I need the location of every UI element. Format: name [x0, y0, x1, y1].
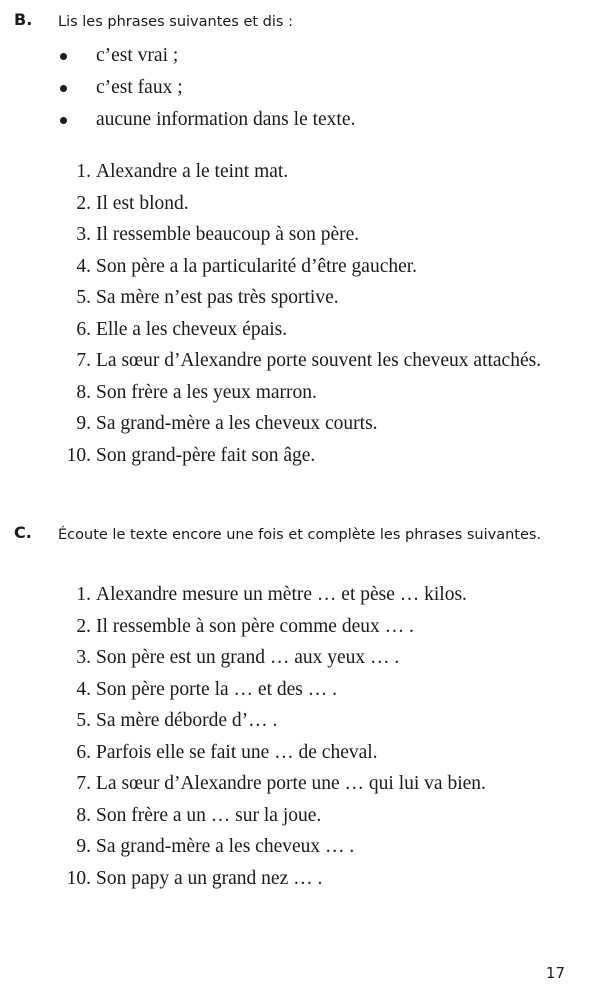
list-item: 3. Il ressemble beaucoup à son père.	[76, 224, 360, 245]
list-item: 1. Alexandre a le teint mat.	[76, 161, 289, 182]
section-b-statements	[0, 156, 611, 471]
answer-option: c’est faux ;	[0, 72, 611, 104]
list-item: 9. Sa grand-mère a les cheveux … .	[76, 836, 355, 857]
bullet-icon	[60, 117, 67, 124]
bullet-icon	[60, 53, 67, 60]
section-b-instruction: Lis les phrases suivantes et dis :	[58, 14, 293, 30]
list-item: 5. Sa mère déborde d’… .	[76, 710, 278, 731]
list-item: 6. Elle a les cheveux épais.	[76, 318, 288, 340]
section-b	[0, 10, 611, 471]
section-b-letter: B.	[14, 10, 33, 29]
list-item: 7. La sœur d’Alexandre porte une … qui lui va bien.	[76, 773, 486, 794]
list-item: 2. Il est blond.	[76, 192, 189, 214]
section-c	[0, 523, 611, 894]
list-item: 10. Son papy a un grand nez … .	[66, 867, 323, 889]
list-item: 5. Sa mère n’est pas très sportive.	[76, 287, 339, 308]
section-b-header	[0, 10, 611, 32]
section-c-letter: C.	[14, 523, 32, 542]
list-item: 1. Alexandre mesure un mètre … et pèse … kilos.	[76, 584, 467, 605]
list-item: 10. Son grand-père fait son âge.	[66, 444, 316, 466]
section-c-sentences	[0, 579, 611, 894]
answer-option: aucune information dans le texte.	[0, 104, 611, 136]
list-item: 3. Son père est un grand … aux yeux … .	[76, 647, 400, 668]
list-item: 4. Son père porte la … et des … .	[76, 678, 337, 700]
list-item: 7. La sœur d’Alexandre porte souvent les cheveux attachés.	[76, 350, 542, 371]
answer-options-list	[0, 40, 611, 136]
list-item: 8. Son frère a un … sur la joue.	[76, 804, 322, 826]
answer-option: c’est vrai ;	[0, 40, 611, 72]
bullet-icon	[60, 85, 67, 92]
section-c-header	[0, 523, 611, 571]
section-c-instruction: Écoute le texte encore une fois et complète les phrases suivantes.	[58, 527, 542, 543]
list-item: 9. Sa grand-mère a les cheveux courts.	[76, 413, 378, 434]
list-item: 8. Son frère a les yeux marron.	[76, 381, 317, 403]
page-number: 17	[545, 964, 565, 982]
list-item: 2. Il ressemble à son père comme deux … .	[76, 615, 414, 637]
list-item: 6. Parfois elle se fait une … de cheval.	[76, 741, 378, 763]
list-item: 4. Son père a la particularité d’être gaucher.	[76, 255, 418, 277]
